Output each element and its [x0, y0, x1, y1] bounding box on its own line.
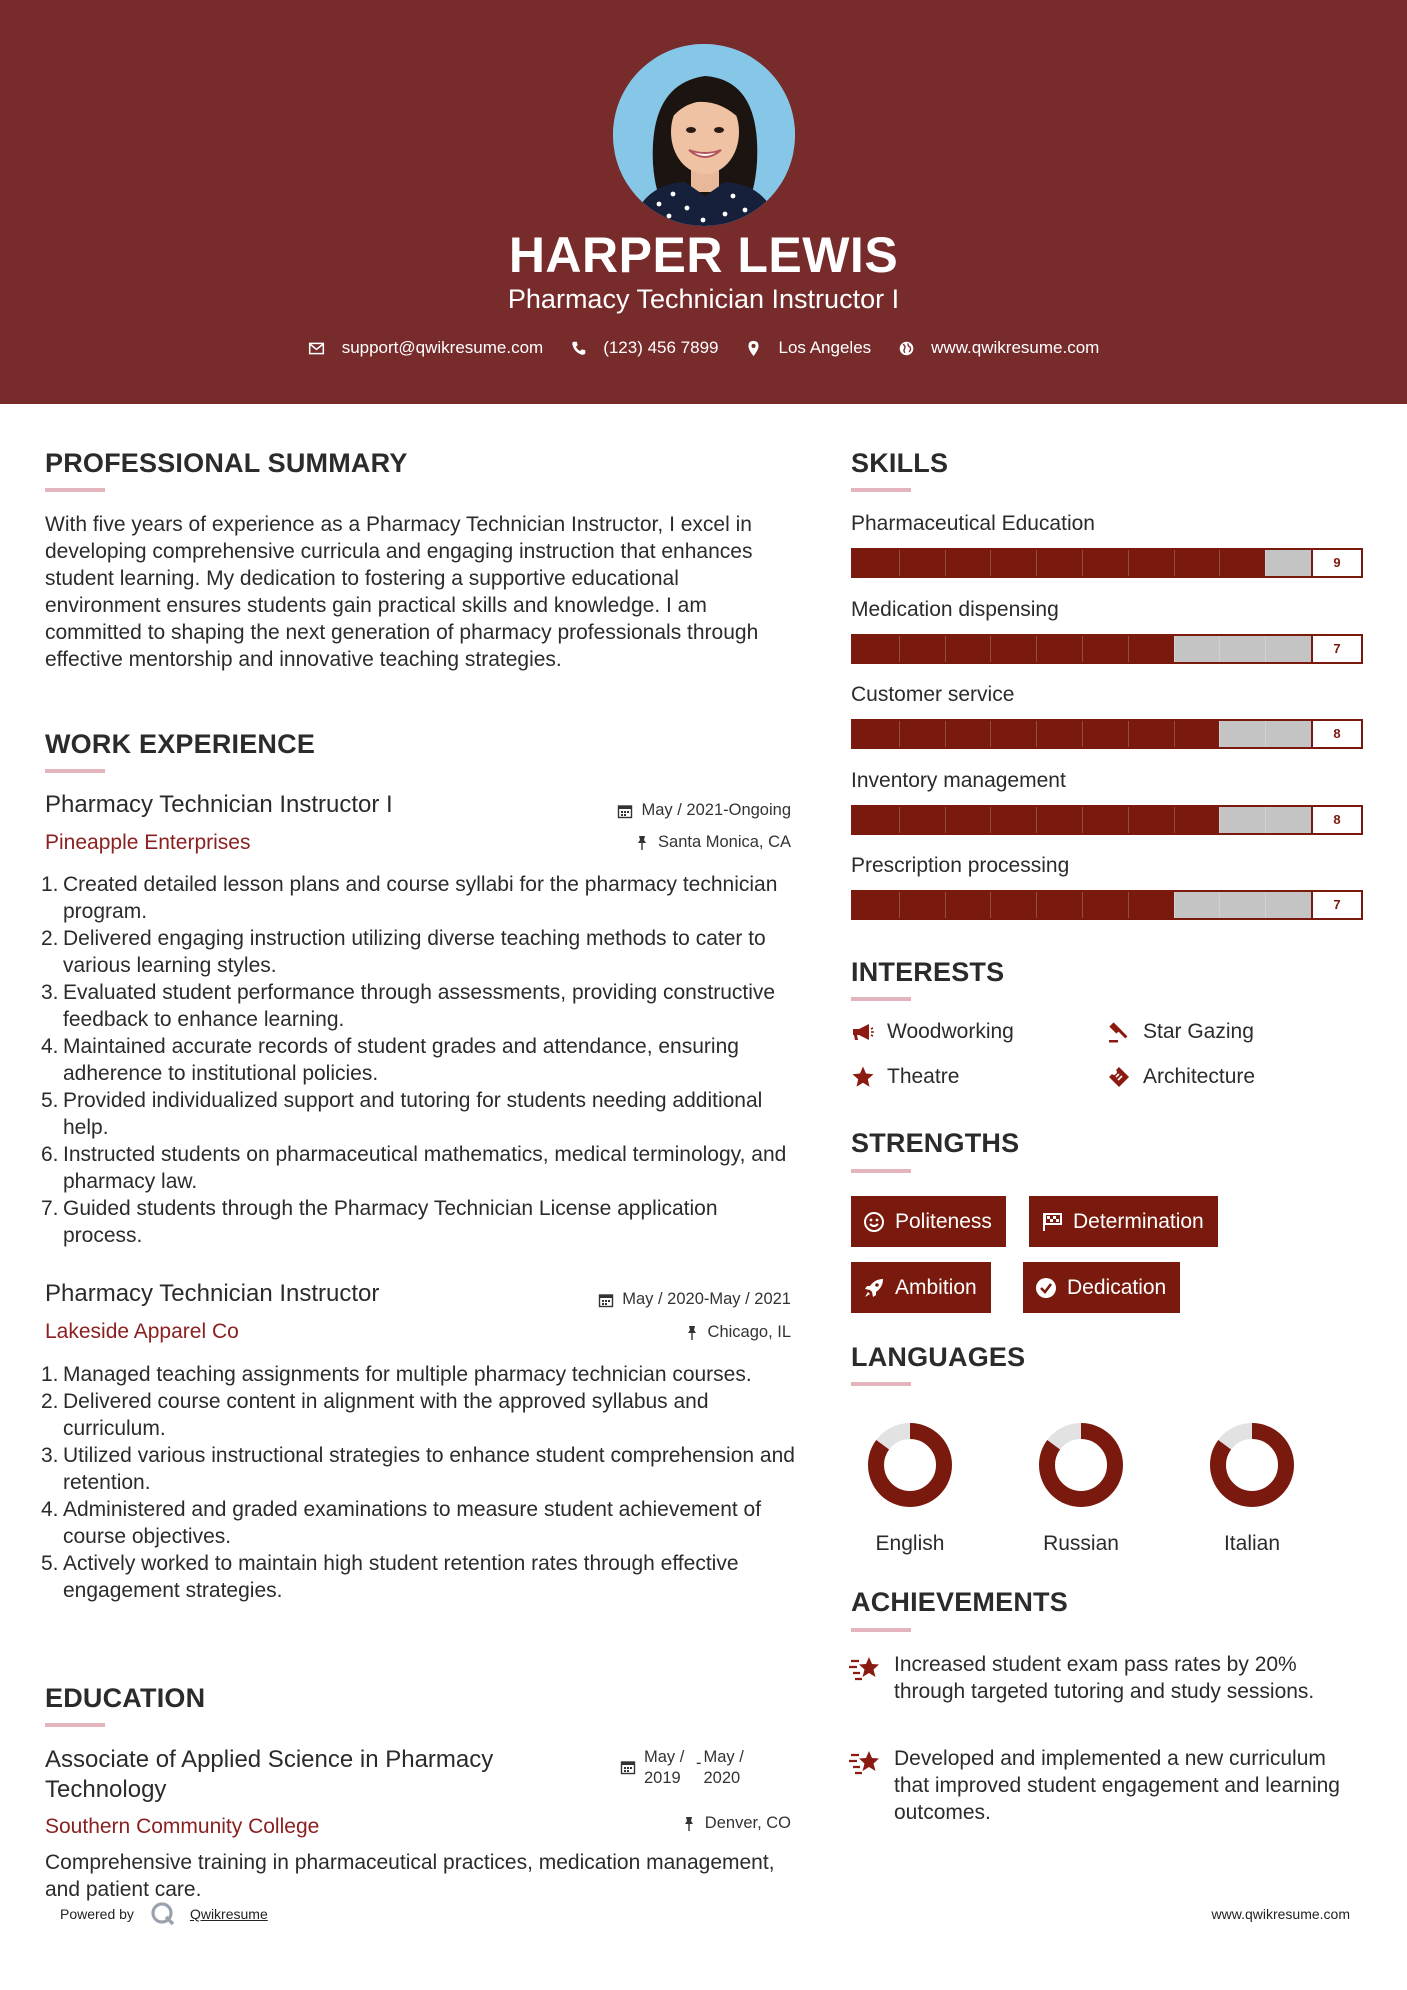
calendar-icon: [620, 1759, 636, 1775]
skill-bar-segment-divider: [1082, 892, 1083, 918]
resume-header: [0, 0, 1407, 404]
calendar-icon: [617, 803, 633, 819]
list-item: 1. Managed teaching assignments for multiple pharmacy technician courses.: [41, 1363, 752, 1386]
qwikresume-link[interactable]: Qwikresume: [189, 1906, 268, 1922]
skill-level-label: 8: [1311, 721, 1361, 747]
list-item: 3. Utilized various instructional strategies to enhance student comprehension and retention.: [41, 1444, 795, 1494]
contact-email[interactable]: [308, 338, 544, 358]
skill-bar-segment-divider: [899, 636, 900, 662]
pin-icon: [634, 835, 650, 851]
summary-rule: [45, 488, 105, 492]
job-2-company: Lakeside Apparel Co: [45, 1320, 239, 1343]
envelope-icon: [308, 339, 326, 357]
skill-bar-segment-divider: [1219, 550, 1220, 576]
footer-url[interactable]: www.qwikresume.com: [1211, 1906, 1350, 1922]
strengths-rule: [851, 1169, 911, 1173]
skill-bar-segment-divider: [1128, 892, 1129, 918]
skill-bar-segment-divider: [899, 721, 900, 747]
job-1-company: Pineapple Enterprises: [45, 831, 251, 854]
strength-label: Ambition: [895, 1275, 977, 1299]
skill-level-label: 7: [1311, 892, 1361, 918]
languages-rule: [851, 1382, 911, 1386]
skill-name: Prescription processing: [851, 854, 1070, 877]
education-rule: [45, 1723, 105, 1727]
strength-label: Determination: [1073, 1209, 1204, 1233]
skill-bar-segment-divider: [1036, 807, 1037, 833]
interest-item-woodworking: [851, 1020, 1014, 1044]
interests-heading: INTERESTS: [851, 957, 1005, 987]
language-item: [1021, 1420, 1141, 1556]
skill-bar: [851, 548, 1363, 578]
job-1-bullets: [41, 871, 800, 1249]
skill-bar-segment-divider: [1174, 550, 1175, 576]
contact-phone-text: (123) 456 7899: [603, 338, 719, 357]
job-2-location-text: Chicago, IL: [707, 1323, 791, 1341]
experience-heading: WORK EXPERIENCE: [45, 729, 316, 759]
contact-bar: [0, 338, 1407, 358]
qwikresume-logo-icon: [150, 1901, 176, 1927]
language-item: [850, 1420, 970, 1556]
skill-bar-segment-divider: [1128, 721, 1129, 747]
list-item: 2. Delivered course content in alignment with the approved syllabus and curriculum.: [41, 1390, 709, 1440]
interest-label: Architecture: [1143, 1065, 1256, 1088]
skill-bar-segment-divider: [945, 892, 946, 918]
experience-rule: [45, 769, 105, 773]
skill-bar-segment-divider: [1174, 892, 1175, 918]
language-label: Russian: [1043, 1532, 1119, 1555]
language-level-ring: [1036, 1420, 1126, 1510]
job-1-dates: [617, 801, 791, 820]
phone-icon: [569, 339, 587, 357]
skill-bar-segment-divider: [1174, 636, 1175, 662]
education-dates: May / 2019 - May / 2020: [620, 1747, 756, 1789]
languages-heading: LANGUAGES: [851, 1342, 1026, 1372]
interest-item-star-gazing: [1107, 1020, 1254, 1044]
job-2-location: [684, 1323, 791, 1342]
candidate-title: Pharmacy Technician Instructor I: [507, 284, 900, 314]
achievement-text: Developed and implemented a new curriculum that improved student engagement and learning outcomes.: [894, 1747, 1340, 1824]
achievements-rule: [851, 1628, 911, 1632]
skill-bar-segment-divider: [945, 721, 946, 747]
education-description: Comprehensive training in pharmaceutical practices, medication management, and patient care.: [45, 1851, 775, 1901]
skill-bar-segment-divider: [1036, 550, 1037, 576]
pin-icon: [681, 1816, 697, 1832]
strengths-heading: STRENGTHS: [851, 1128, 1020, 1158]
footer-powered-by: [60, 1901, 268, 1927]
list-item: 4. Maintained accurate records of student grades and attendance, ensuring adherence to institutional policies.: [41, 1035, 739, 1085]
skill-bar-segment-divider: [945, 636, 946, 662]
check-circle-icon: [1035, 1277, 1057, 1299]
skill-bar-fill: [853, 550, 1265, 576]
strength-badge-determination: [1029, 1196, 1218, 1247]
flag-icon: [1041, 1211, 1063, 1233]
skill-bar-segment-divider: [990, 550, 991, 576]
skill-bar-segment-divider: [1128, 636, 1129, 662]
skill-bar: [851, 890, 1363, 920]
calendar-icon: [598, 1292, 614, 1308]
strength-badge-ambition: [851, 1262, 991, 1313]
job-2-dates-text: May / 2020-May / 2021: [622, 1290, 791, 1308]
skill-bar-segment-divider: [1265, 892, 1266, 918]
skill-bar: [851, 805, 1363, 835]
skill-name: Medication dispensing: [851, 597, 1059, 621]
job-2-bullets: [41, 1361, 800, 1604]
skill-bar-segment-divider: [1128, 550, 1129, 576]
list-item: 4. Administered and graded examinations to measure student achievement of course objectives.: [41, 1498, 762, 1548]
skill-bar-segment-divider: [1082, 721, 1083, 747]
skill-bar-segment-divider: [1082, 636, 1083, 662]
education-end: May / 2020: [703, 1748, 744, 1787]
language-label: Italian: [1223, 1532, 1281, 1555]
strength-label: Politeness: [895, 1209, 992, 1233]
interest-item-architecture: [1107, 1065, 1255, 1089]
list-item: 7. Guided students through the Pharmacy Technician License application process.: [41, 1197, 718, 1247]
skills-heading: SKILLS: [851, 448, 949, 478]
skills-rule: [851, 488, 911, 492]
list-item: 6. Instructed students on pharmaceutical mathematics, medical terminology, and pharmacy law.: [41, 1143, 787, 1193]
skill-bar-segment-divider: [899, 550, 900, 576]
skill-bar-segment-divider: [990, 721, 991, 747]
ticket-icon: [1107, 1065, 1131, 1089]
language-label: English: [875, 1532, 945, 1555]
skill-bar: [851, 719, 1363, 749]
gavel-icon: [1107, 1020, 1131, 1044]
skill-level-label: 8: [1311, 807, 1361, 833]
job-1-title: Pharmacy Technician Instructor I: [45, 791, 393, 818]
skill-bar-segment-divider: [899, 892, 900, 918]
skill-bar-segment-divider: [1082, 550, 1083, 576]
contact-location-text: Los Angeles: [778, 338, 872, 357]
contact-website[interactable]: [897, 338, 1099, 358]
language-level-ring: [1207, 1420, 1297, 1510]
star-award-icon: [849, 1747, 883, 1779]
pin-icon: [684, 1325, 700, 1341]
contact-location: [745, 338, 872, 358]
skill-bar-segment-divider: [1128, 807, 1129, 833]
job-1-location: [634, 833, 791, 852]
interests-rule: [851, 997, 911, 1001]
achievement-item: [849, 1651, 1349, 1705]
skill-bar-segment-divider: [990, 636, 991, 662]
summary-text: With five years of experience as a Pharmacy Technician Instructor, I excel in developing comprehensive curricula and engaging instruction that enhances student learning. My dedication to fostering a supportive educational environment ensures students gain practical skills and knowledge. I am committed to shaping the next generation of pharmacy professionals through effective mentorship and innovative teaching strategies.: [45, 513, 759, 671]
skill-bar-segment-divider: [1265, 550, 1266, 576]
skill-bar-segment-divider: [1265, 636, 1266, 662]
skill-name: Customer service: [851, 683, 1015, 706]
skill-bar-segment-divider: [1174, 807, 1175, 833]
skill-bar-segment-divider: [1036, 721, 1037, 747]
smile-icon: [863, 1211, 885, 1233]
skill-bar-segment-divider: [945, 807, 946, 833]
rocket-icon: [863, 1277, 885, 1299]
skill-bar-segment-divider: [1036, 892, 1037, 918]
candidate-name: HARPER LEWIS: [508, 227, 899, 283]
skill-bar-fill: [853, 636, 1174, 662]
skill-bar-segment-divider: [1219, 636, 1220, 662]
education-location: [681, 1814, 791, 1833]
job-1-location-text: Santa Monica, CA: [658, 833, 791, 851]
interest-item-theatre: [851, 1065, 959, 1089]
list-item: 3. Evaluated student performance through assessments, providing constructive feedback to enhance learning.: [41, 981, 776, 1031]
achievements-heading: ACHIEVEMENTS: [851, 1587, 1068, 1617]
list-item: 5. Provided individualized support and tutoring for students needing additional help.: [41, 1089, 763, 1139]
skill-bar-segment-divider: [1219, 807, 1220, 833]
interest-label: Theatre: [887, 1065, 960, 1088]
skill-level-label: 7: [1311, 636, 1361, 662]
map-marker-icon: [745, 339, 763, 357]
skill-bar-segment-divider: [1174, 721, 1175, 747]
star-icon: [851, 1065, 875, 1089]
interest-label: Star Gazing: [1143, 1020, 1254, 1043]
contact-website-text: www.qwikresume.com: [931, 338, 1100, 357]
achievement-text: Increased student exam pass rates by 20% through targeted tutoring and study sessions.: [894, 1653, 1315, 1703]
list-item: 5. Actively worked to maintain high student retention rates through effective engagement strategies.: [41, 1552, 739, 1602]
education-school: Southern Community College: [45, 1815, 320, 1838]
skill-bar-segment-divider: [945, 550, 946, 576]
skill-bar: [851, 634, 1363, 664]
powered-by-text: Powered by: [60, 1906, 134, 1922]
skill-bar-segment-divider: [990, 807, 991, 833]
job-2-title: Pharmacy Technician Instructor: [45, 1280, 380, 1307]
profile-photo: [613, 44, 795, 226]
skill-bar-segment-divider: [1082, 807, 1083, 833]
language-level-ring: [865, 1420, 955, 1510]
education-start: May / 2019: [644, 1748, 685, 1787]
achievement-item: [849, 1745, 1349, 1826]
education-location-text: Denver, CO: [704, 1814, 791, 1832]
skill-bar-segment-divider: [1036, 636, 1037, 662]
skill-bar-segment-divider: [1219, 892, 1220, 918]
skill-bar-segment-divider: [1265, 721, 1266, 747]
contact-phone[interactable]: [569, 338, 718, 358]
list-item: 2. Delivered engaging instruction utilizing diverse teaching methods to cater to various learning styles.: [41, 927, 766, 977]
skill-bar-segment-divider: [1219, 721, 1220, 747]
skill-bar-segment-divider: [1265, 807, 1266, 833]
skill-name: Inventory management: [851, 768, 1066, 792]
strength-label: Dedication: [1067, 1275, 1167, 1299]
globe-icon: [897, 339, 915, 357]
summary-heading: PROFESSIONAL SUMMARY: [45, 448, 408, 478]
strength-badge-dedication: [1023, 1262, 1180, 1313]
star-award-icon: [849, 1653, 883, 1685]
interest-label: Woodworking: [887, 1020, 1014, 1043]
education-degree: Associate of Applied Science in Pharmacy Technology: [45, 1746, 494, 1803]
job-1-dates-text: May / 2021-Ongoing: [641, 801, 791, 819]
skill-level-label: 9: [1311, 550, 1361, 576]
skill-bar-segment-divider: [899, 807, 900, 833]
language-item: [1192, 1420, 1312, 1556]
list-item: 1. Created detailed lesson plans and course syllabi for the pharmacy technician program.: [41, 873, 778, 923]
education-heading: EDUCATION: [45, 1683, 206, 1713]
skill-name: Pharmaceutical Education: [851, 512, 1095, 535]
strength-badge-politeness: [851, 1196, 1006, 1247]
job-2-dates: [598, 1290, 791, 1309]
skill-bar-fill: [853, 892, 1174, 918]
contact-email-text: support@qwikresume.com: [341, 338, 544, 357]
skill-bar-segment-divider: [990, 892, 991, 918]
bullhorn-icon: [851, 1020, 875, 1044]
